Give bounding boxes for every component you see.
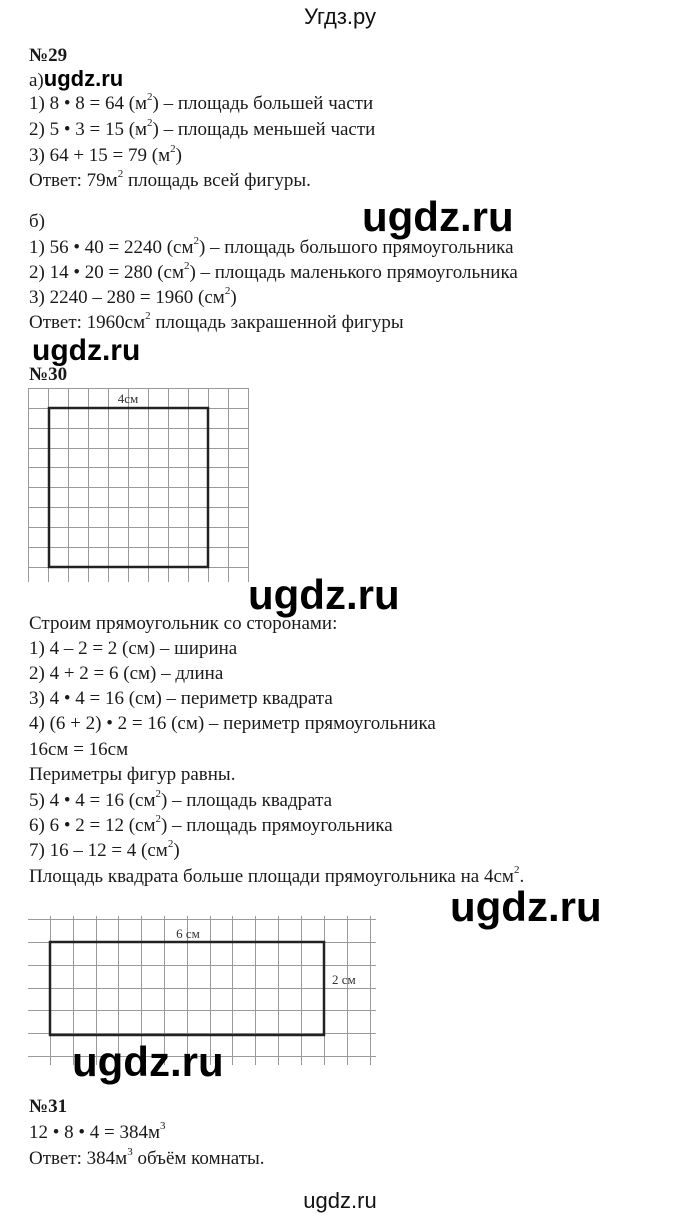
square-side-label: 4см (117, 391, 139, 406)
part-a-label: а) (29, 70, 44, 91)
rectangle-width-label: 2 см (332, 972, 356, 987)
site-title: Угдз.ру (303, 4, 377, 29)
task-30-line-9: 6) 6 • 2 = 12 $(см^2)$ – площадь прямоугольника (29, 812, 393, 836)
task-29-number: №29 (29, 45, 68, 66)
task-29-a-answer: Ответ: $79м^2$ площадь всей фигуры. (29, 167, 311, 191)
task-30-line-7: Периметры фигур равны. (29, 764, 236, 785)
task-29-b-line-3: 3) 2240 – 280 = 1960 $(см^2)$ (29, 284, 237, 308)
task-30-conclusion: Площадь квадрата больше площади прямоугольника на $4см^2$. (29, 863, 525, 887)
watermark: ugdz.ru (72, 1038, 224, 1085)
task-30-line-5: 4) (6 + 2) • 2 = 16 (см) – периметр прямоугольника (29, 713, 436, 734)
task-30-line-4: 3) 4 • 4 = 16 (см) – периметр квадрата (29, 688, 333, 709)
task-29-b-answer: Ответ: $1960см^2$ площадь закрашенной фигуры (29, 309, 404, 333)
task-30-line-2: 1) 4 – 2 = 2 (см) – ширина (29, 638, 238, 659)
task-30-line-3: 2) 4 + 2 = 6 (см) – длина (29, 663, 224, 684)
task-30-line-1: Строим прямоугольник со сторонами: (29, 613, 338, 634)
task-30-line-8: 5) 4 • 4 = 16 $(см^2)$ – площадь квадрата (29, 787, 333, 811)
task-29-part-a-label (29, 67, 123, 92)
task-31-number: №31 (29, 1096, 68, 1117)
watermark: ugdz.ru (450, 883, 602, 930)
task-29-a-line-1: 1) 8 • 8 = 64 $(м^2)$ – площадь большей части (29, 90, 374, 114)
task-29-b-line-1: 1) 56 • 40 = 2240 $(см^2)$ – площадь большого прямоугольника (29, 234, 514, 258)
task-31-line-1: 12 • 8 • $4 = 384м^3$ (29, 1119, 166, 1143)
task-30-number: №30 (29, 364, 68, 385)
task-30-line-10: 7) 16 – 12 = 4 $(см^2)$ (29, 837, 180, 861)
task-29-part-b-label: б) (29, 211, 45, 232)
footer-site-text: ugdz.ru (303, 1188, 377, 1213)
watermark: ugdz.ru (43, 66, 124, 91)
task-30-line-6: 16см = 16см (29, 739, 129, 760)
task-31-answer: Ответ: $384м^3$ объём комнаты. (29, 1145, 265, 1169)
task-29-a-line-3: 3) 64 + 15 = 79 $(м^2)$ (29, 142, 182, 166)
watermark: ugdz.ru (32, 334, 141, 367)
task-29-a-line-2: 2) 5 • 3 = 15 $(м^2)$ – площадь меньшей части (29, 116, 376, 140)
task-29-b-line-2: 2) 14 • 20 = 280 $(см^2)$ – площадь маленького прямоугольника (29, 259, 518, 283)
square-figure (0, 380, 260, 590)
watermark: ugdz.ru (362, 193, 514, 240)
rectangle-length-label: 6 см (176, 926, 200, 941)
watermark: ugdz.ru (248, 571, 400, 618)
